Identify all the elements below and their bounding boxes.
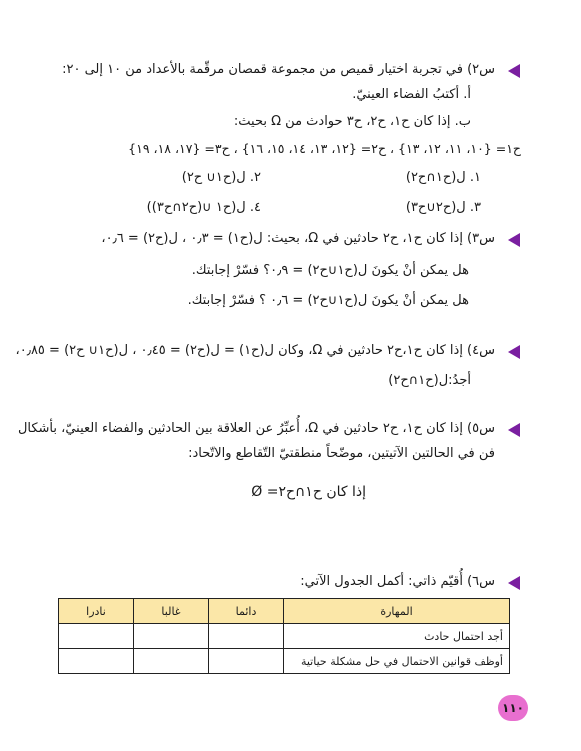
page-number-badge: ١١٠ [498,695,528,721]
table-header-row [59,599,510,624]
answer-cell-always[interactable] [209,624,284,649]
answer-cell-rarely[interactable] [59,624,134,649]
q5-condition: إذا كان ح١∩ح٢= Ø [251,484,366,500]
q6-title: س٦) أُقيّم ذاتي: أكمل الجدول الآتي: [300,574,495,589]
q2-part-b: ب. إذا كان ح١، ح٢، ح٣ حوادث من Ω بحيث: [233,114,471,129]
header-always: دائما [209,599,284,624]
question-marker-icon [508,423,520,437]
question-marker-icon [508,576,520,590]
header-skill: المهارة [284,599,510,624]
self-assessment-table [58,598,510,674]
answer-cell-rarely[interactable] [59,649,134,674]
q2-item-4: ٤. ل(ح١ ∪(ح٢∩ح٣)) [146,200,261,215]
q3-question-2: هل يمكن أنْ يكونَ ل(ح١∪ح٢) = ٠٫٦ ؟ فسّرْ إجابتك. [187,293,469,308]
q2-part-a: أ. أكتبُ الفضاء العينيّ. [352,87,471,102]
q2-item-1: ١. ل(ح١∩ح٢) [405,170,481,185]
question-marker-icon [508,64,520,78]
q2-item-2: ٢. ل(ح١∪ ح٢) [181,170,261,185]
q3-question-1: هل يمكن أنْ يكونَ ل(ح١∪ح٢) = ٠٫٩؟ فسّرْ إجابتك. [191,263,469,278]
header-often: غالبا [134,599,209,624]
q4-statement: س٤) إذا كان ح١،ح٢ حادثين في Ω، وكان ل(ح١) = ل(ح٢) = ٠٫٤٥ ، ل(ح١∪ ح٢) = ٠٫٨٥، [15,343,495,358]
q2-events: ح١= {١٠، ١١، ١٢، ١٣} ، ح٢= {١٢، ١٣، ١٤، ١٥، ١٦} ، ح٣= {١٧، ١٨، ١٩} [128,141,521,156]
answer-cell-always[interactable] [209,649,284,674]
q2-item-3: ٣. ل(ح٢∪ح٣) [405,200,481,215]
skill-cell: أجد احتمال حادث [284,624,510,649]
q3-statement: س٣) إذا كان ح١، ح٢ حادثين في Ω، بحيث: ل(ح١) = ٠٫٣ ، ل(ح٢) = ٠٫٦، [101,231,495,246]
header-rarely: نادرا [59,599,134,624]
table-row [59,649,510,674]
question-marker-icon [508,345,520,359]
question-marker-icon [508,233,520,247]
q5-statement: س٥) إذا كان ح١، ح٢ حادثين في Ω، أُعبِّرُ عن العلاقة بين الحادثين والفضاء العينيّ، بأشكال [17,421,495,436]
q2-statement: س٢) في تجربة اختيار قميص من مجموعة قمصان مرقّمة بالأعداد من ١٠ إلى ٢٠: [62,62,495,77]
skill-cell: أوظف قوانين الاحتمال في حل مشكلة حياتية [284,649,510,674]
answer-cell-often[interactable] [134,649,209,674]
answer-cell-often[interactable] [134,624,209,649]
table-row [59,624,510,649]
q4-find: أجدُ:ل(ح١∩ح٢) [388,373,471,388]
q5-statement-cont: فن في الحالتين الآتيتين، موضّحاً منطقتيّ التّقاطع والاتّحاد: [188,446,495,461]
